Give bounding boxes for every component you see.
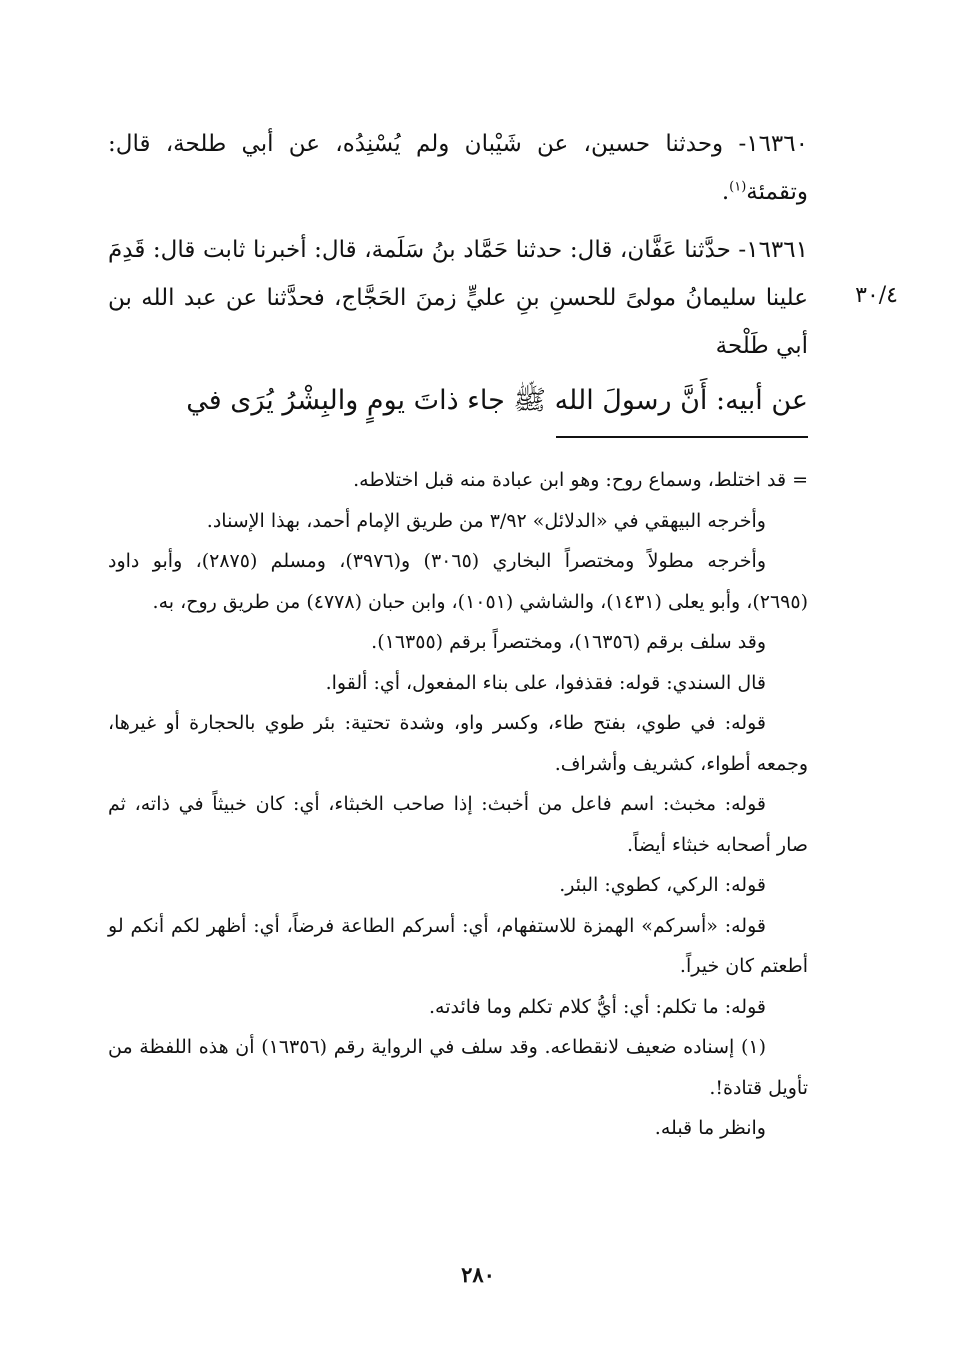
footnote-paragraph: قال السندي: قوله: فقذفوا، على بناء المفعول، أي: ألقوا. (325, 671, 766, 694)
footnotes-section (108, 460, 808, 1149)
footnote-separator-rule (556, 436, 808, 438)
footnote-paragraph: قوله: في طوي، بفتح طاء، وكسر واو، وشدة تحتية: بئر طوي بالحجارة أو غيرها، وجمعه أطواء، كشريف وأشراف. (108, 712, 808, 775)
hadith-isnad: ١٦٣٦١- حدَّثنا عَفَّان، قال: حدثنا حَمَّاد بنُ سَلَمة، قال: أخبرنا ثابت قال: قَدِمَ علينا سليمانُ مولىً للحسنِ بنِ عليٍّ زمنَ الحَجَّاج، فحدَّثنا عن عبد الله بن أبي طَلْحة (108, 237, 808, 359)
footnote-marker: (١) (729, 179, 747, 195)
page-number: ٢٨٠ (461, 1262, 495, 1287)
footnote-paragraph: قوله: «أسركم» الهمزة للاستفهام، أي: أسركم الطاعة فرضاً، أي: أظهر لكم أنكم لو أطعتم كان خيراً. (108, 914, 808, 977)
hadith-trailing: . (721, 179, 730, 205)
hadith-text (108, 120, 808, 216)
footnote-paragraph: وقد سلف برقم (١٦٣٥٦)، ومختصراً برقم (١٦٣٥٥). (371, 631, 766, 653)
hadith-matn: عن أبيه: أَنَّ رسولَ الله ﷺ جاء ذاتَ يومٍ والبِشْرُ يُرَى في (186, 385, 808, 416)
hadith-16360 (108, 120, 808, 216)
footnote-paragraph: قوله: الركي، كطوي: البئر. (559, 874, 766, 896)
footnote-paragraph: قوله: مخبث: اسم فاعل من أخبث: إذا صاحب الخبثاء، أي: كان خبيثاً في ذاته، ثم صار أصحابه خبثاء أيضاً. (108, 793, 808, 856)
footnote-paragraph: وأخرجه البيهقي في «الدلائل» ٣/٩٢ من طريق الإمام أحمد، بهذا الإسناد. (206, 509, 766, 532)
hadith-16361 (108, 226, 808, 430)
footnote-paragraph: قوله: ما تكلم: أي: أيُّ كلام تكلم وما فائدته. (428, 995, 766, 1018)
footnote-paragraph: وانظر ما قبله. (654, 1117, 766, 1139)
footnote-paragraph: = قد اختلط، وسماع روح: وهو ابن عبادة منه قبل اختلاطه. (353, 469, 808, 491)
margin-volume-page-reference: ٣٠/٤ (855, 283, 898, 308)
hadith-body: ١٦٣٦٠- وحدثنا حسين، عن شَيْبان ولم يُسْنِدُه، عن أبي طلحة، قال: وتقمئة (108, 131, 808, 205)
footnote-paragraph: وأخرجه مطولاً ومختصراً البخاري (٣٠٦٥) و(٣٩٧٦)، ومسلم (٢٨٧٥)، وأبو داود (٢٦٩٥)، وأبو يعلى (١٤٣١)، والشاشي (١٠٥١)، وابن حبان (٤٧٧٨) من طريق روح، به. (108, 550, 808, 613)
footnote-paragraph: (١) إسناده ضعيف لانقطاعه. وقد سلف في الرواية رقم (١٦٣٥٦) أن هذه اللفظة من تأويل قتادة!. (108, 1036, 808, 1099)
